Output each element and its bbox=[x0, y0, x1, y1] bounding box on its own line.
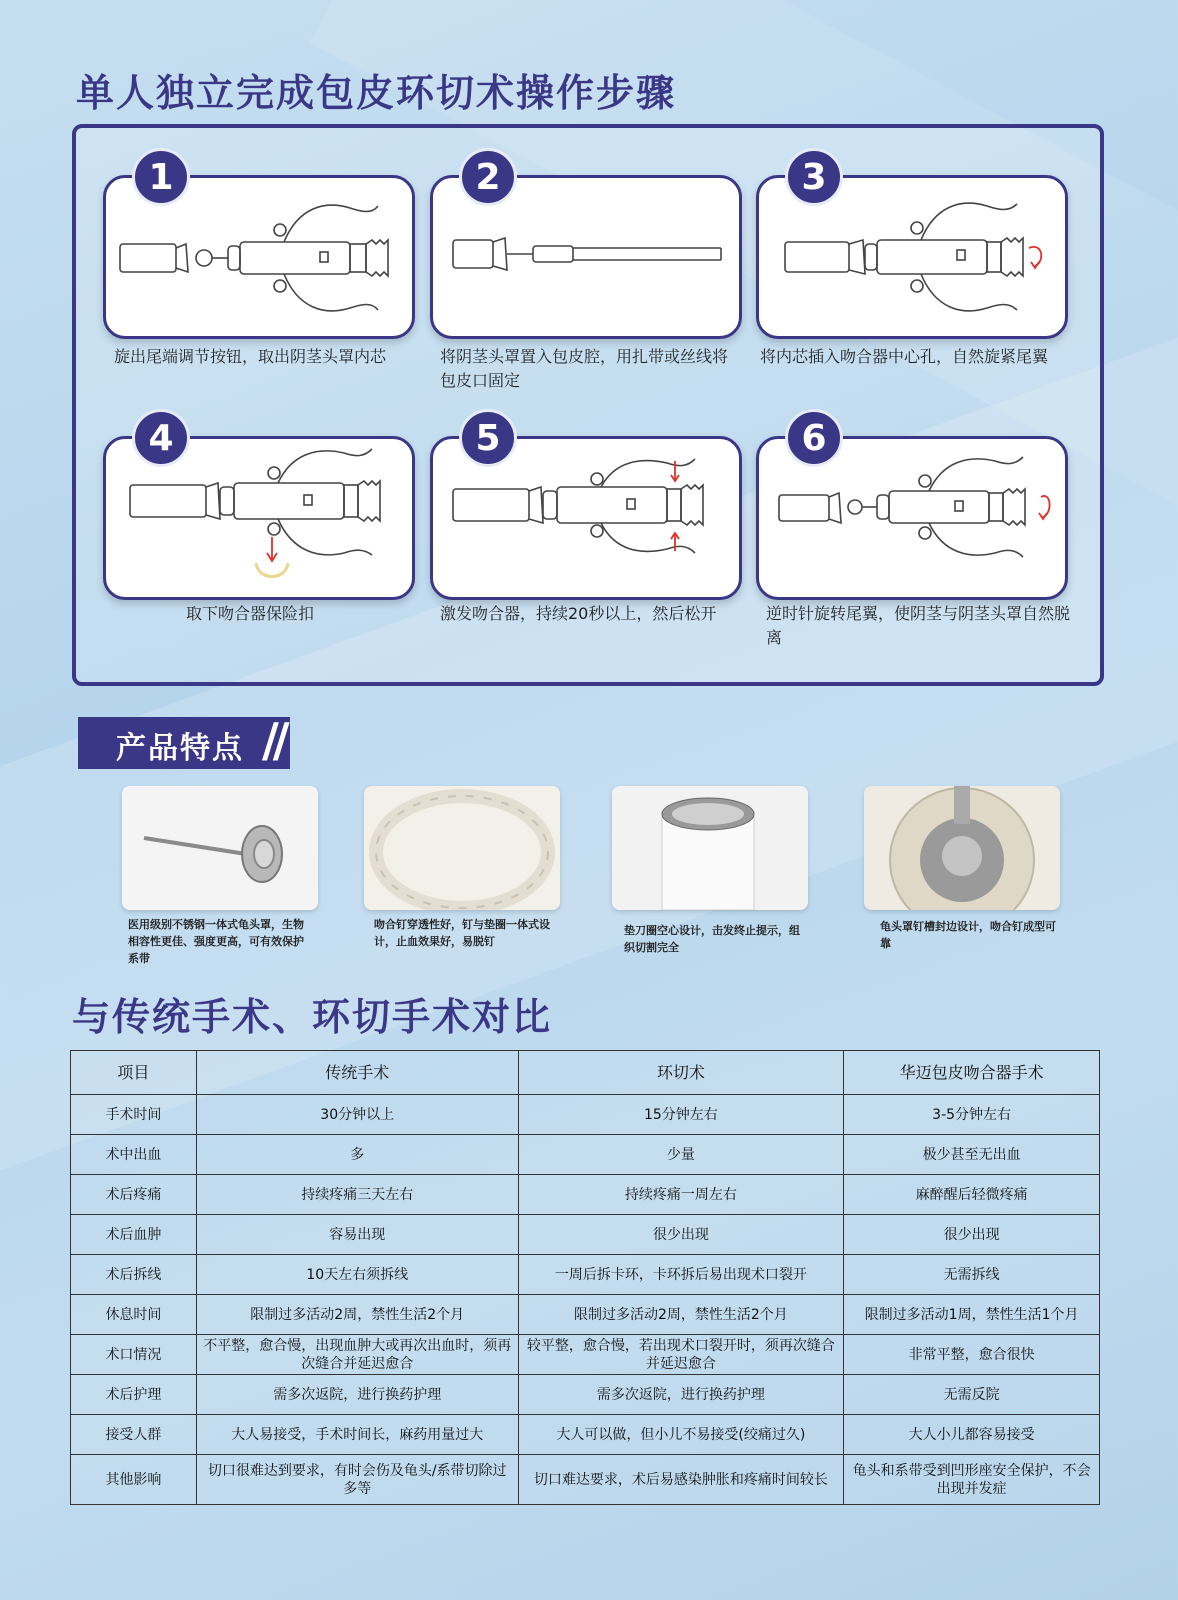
step-number: 2 bbox=[459, 148, 517, 206]
table-cell: 大人易接受，手术时间长，麻药用量过大 bbox=[196, 1415, 518, 1455]
table-cell: 非常平整，愈合很快 bbox=[844, 1335, 1100, 1375]
feature-text-3: 垫刀圈空心设计，击发终止提示，组织切割完全 bbox=[624, 924, 800, 954]
features-title: 产品特点 bbox=[116, 731, 244, 766]
feature-text-2: 吻合钉穿透性好，钉与垫圈一体式设计，止血效果好，易脱钉 bbox=[374, 918, 550, 948]
step-card-2 bbox=[430, 156, 742, 339]
table-cell: 3-5分钟左右 bbox=[844, 1095, 1100, 1135]
table-cell: 30分钟以上 bbox=[196, 1095, 518, 1135]
feature-image-glans-cover bbox=[122, 786, 318, 910]
table-cell: 限制过多活动2周，禁性生活2个月 bbox=[518, 1295, 844, 1335]
feature-text-1: 医用级别不锈钢一体式龟头罩，生物相容性更佳、强度更高，可有效保护系带 bbox=[128, 918, 304, 965]
table-header-cell: 环切术 bbox=[518, 1051, 844, 1095]
row-label: 休息时间 bbox=[71, 1295, 197, 1335]
table-header-cell: 项目 bbox=[71, 1051, 197, 1095]
table-cell: 无需拆线 bbox=[844, 1255, 1100, 1295]
stapler-illustration bbox=[106, 178, 418, 342]
step-card-3 bbox=[756, 156, 1068, 339]
table-cell: 多 bbox=[196, 1135, 518, 1175]
row-label: 术后血肿 bbox=[71, 1215, 197, 1255]
table-header-row bbox=[71, 1051, 1100, 1095]
row-label: 接受人群 bbox=[71, 1415, 197, 1455]
step-text-4: 取下吻合器保险扣 bbox=[186, 604, 315, 623]
row-label: 术后护理 bbox=[71, 1375, 197, 1415]
table-row bbox=[71, 1135, 1100, 1175]
stapler-illustration bbox=[433, 439, 745, 603]
table-cell: 很少出现 bbox=[844, 1215, 1100, 1255]
row-label: 术口情况 bbox=[71, 1335, 197, 1375]
table-cell: 需多次返院，进行换药护理 bbox=[518, 1375, 844, 1415]
table-row bbox=[71, 1215, 1100, 1255]
table-cell: 麻醉醒后轻微疼痛 bbox=[844, 1175, 1100, 1215]
row-label: 其他影响 bbox=[71, 1455, 197, 1505]
table-cell: 极少甚至无出血 bbox=[844, 1135, 1100, 1175]
step-card-4 bbox=[103, 417, 415, 600]
table-cell: 无需反院 bbox=[844, 1375, 1100, 1415]
row-label: 术后拆线 bbox=[71, 1255, 197, 1295]
step-number: 4 bbox=[132, 409, 190, 467]
table-cell: 10天左右须拆线 bbox=[196, 1255, 518, 1295]
step-text-1: 旋出尾端调节按钮，取出阴茎头罩内芯 bbox=[114, 347, 387, 366]
feature-image-cutter bbox=[612, 786, 808, 910]
table-cell: 持续疼痛一周左右 bbox=[518, 1175, 844, 1215]
feature-text-4: 龟头罩钉槽封边设计，吻合钉成型可靠 bbox=[880, 920, 1056, 950]
row-label: 术后疼痛 bbox=[71, 1175, 197, 1215]
table-header-cell: 华迈包皮吻合器手术 bbox=[844, 1051, 1100, 1095]
table-cell: 较平整，愈合慢，若出现术口裂开时，须再次缝合并延迟愈合 bbox=[518, 1335, 844, 1375]
table-cell: 大人小儿都容易接受 bbox=[844, 1415, 1100, 1455]
table-cell: 需多次返院，进行换药护理 bbox=[196, 1375, 518, 1415]
step-card-1 bbox=[103, 156, 415, 339]
step-text-5: 激发吻合器，持续20秒以上，然后松开 bbox=[440, 604, 717, 623]
table-row bbox=[71, 1335, 1100, 1375]
stapler-illustration bbox=[106, 439, 418, 603]
table-row bbox=[71, 1175, 1100, 1215]
table-cell: 持续疼痛三天左右 bbox=[196, 1175, 518, 1215]
table-cell: 一周后拆卡环，卡环拆后易出现术口裂开 bbox=[518, 1255, 844, 1295]
table-cell: 切口很难达到要求，有时会伤及龟头/系带切除过多等 bbox=[196, 1455, 518, 1505]
feature-image-staple-groove bbox=[864, 786, 1060, 910]
table-row bbox=[71, 1095, 1100, 1135]
table-cell: 少量 bbox=[518, 1135, 844, 1175]
step-text-2: 将阴茎头罩置入包皮腔，用扎带或丝线将包皮口固定 bbox=[440, 347, 729, 390]
step-number: 5 bbox=[459, 409, 517, 467]
table-cell: 不平整，愈合慢，出现血肿大或再次出血时，须再次缝合并延迟愈合 bbox=[196, 1335, 518, 1375]
table-cell: 大人可以做，但小儿不易接受(绞痛过久) bbox=[518, 1415, 844, 1455]
table-header-cell: 传统手术 bbox=[196, 1051, 518, 1095]
step-card-6 bbox=[756, 417, 1068, 600]
table-row bbox=[71, 1255, 1100, 1295]
step-number: 1 bbox=[132, 148, 190, 206]
step-number: 3 bbox=[785, 148, 843, 206]
table-row bbox=[71, 1295, 1100, 1335]
table-cell: 切口难达要求，术后易感染肿胀和疼痛时间较长 bbox=[518, 1455, 844, 1505]
table-row bbox=[71, 1455, 1100, 1505]
table-cell: 15分钟左右 bbox=[518, 1095, 844, 1135]
steps-title: 单人独立完成包皮环切术操作步骤 bbox=[76, 71, 677, 115]
table-cell: 容易出现 bbox=[196, 1215, 518, 1255]
table-cell: 限制过多活动2周，禁性生活2个月 bbox=[196, 1295, 518, 1335]
row-label: 手术时间 bbox=[71, 1095, 197, 1135]
table-cell: 很少出现 bbox=[518, 1215, 844, 1255]
features-banner bbox=[78, 713, 290, 769]
compare-title: 与传统手术、环切手术对比 bbox=[72, 995, 553, 1039]
feature-image-staple-ring bbox=[364, 786, 560, 910]
step-card-5 bbox=[430, 417, 742, 600]
table-row bbox=[71, 1375, 1100, 1415]
table-cell: 龟头和系带受到凹形座安全保护，不会出现并发症 bbox=[844, 1455, 1100, 1505]
step-number: 6 bbox=[785, 409, 843, 467]
slash-decoration: // bbox=[262, 713, 284, 767]
stapler-illustration bbox=[759, 178, 1071, 342]
comparison-table bbox=[70, 1050, 1100, 1505]
step-text-6: 逆时针旋转尾翼，使阴茎与阴茎头罩自然脱离 bbox=[766, 604, 1071, 647]
table-row bbox=[71, 1415, 1100, 1455]
glans-cover-illustration bbox=[433, 178, 745, 342]
step-text-3: 将内芯插入吻合器中心孔，自然旋紧尾翼 bbox=[760, 347, 1049, 366]
stapler-illustration bbox=[759, 439, 1071, 603]
table-cell: 限制过多活动1周，禁性生活1个月 bbox=[844, 1295, 1100, 1335]
row-label: 术中出血 bbox=[71, 1135, 197, 1175]
